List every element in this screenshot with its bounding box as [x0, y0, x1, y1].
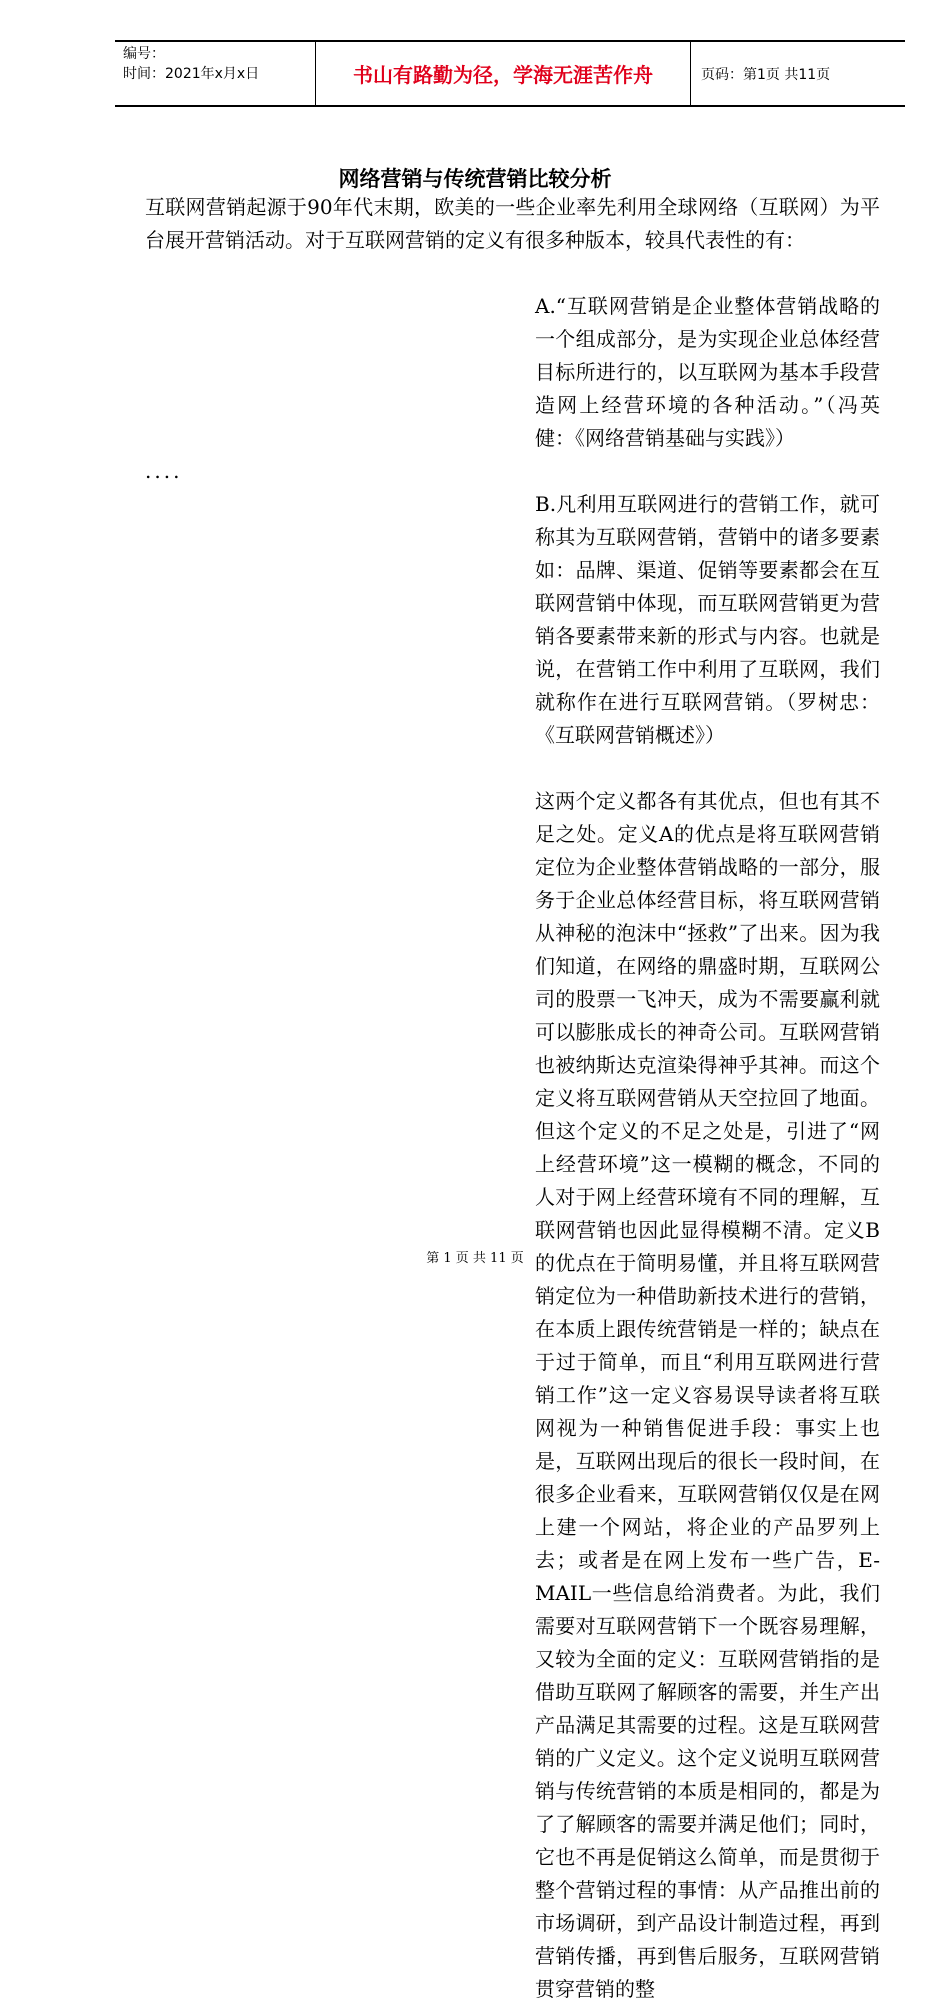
document-body — [145, 191, 880, 2006]
paragraph-gap — [145, 752, 880, 785]
analysis-paragraph: 这两个定义都各有其优点，但也有其不足之处。定义A的优点是将互联网营销定位为企业整体营销战略的一部分，服务于企业总体经营目标，将互联网营销从神秘的泡沫中“拯救”了出来。因为我们知道，在网络的鼎盛时期，互联网公司的股票一飞冲天，成为不需要赢利就可以膨胀成长的神奇公司。互联网营销也被纳斯达克渲染得神乎其神。而这个定义将互联网营销从天空拉回了地面。但这个定义的不足之处是，引进了“网上经营环境”这一模糊的概念，不同的人对于网上经营环境有不同的理解，互联网营销也因此显得模糊不清。定义B的优点在于简明易懂，并且将互联网营销定位为一种借助新技术进行的营销，在本质上跟传统营销是一样的；缺点在于过于简单，而且“利用互联网进行营销工作”这一定义容易误导读者将互联网视为一种销售促进手段：事实上也是，互联网出现后的很长一段时间，在很多企业看来，互联网营销仅仅是在网上建一个网站，将企业的产品罗列上去；或者是在网上发布一些广告，E-MAIL一些信息给消费者。为此，我们需要对互联网营销下一个既容易理解，又较为全面的定义：互联网营销指的是借助互联网了解顾客的需要，并生产出产品满足其需要的过程。这是互联网营销的广义定义。这个定义说明互联网营销与传统营销的本质是相同的，都是为了了解顾客的需要并满足他们；同时，它也不再是促销这么简单，而是贯彻于整个营销过程的事情：从产品推出前的市场调研，到产品设计制造过程，再到营销传播，再到售后服务，互联网营销贯穿营销的整 — [535, 789, 880, 2001]
paragraph-gap — [145, 257, 880, 290]
document-title: 网络营销与传统营销比较分析 — [338, 167, 612, 191]
header-meta — [115, 42, 316, 105]
page-header — [115, 40, 905, 107]
document-time-label: 时间：2021年x月x日 — [123, 66, 260, 82]
header-motto: 书山有路勤为径，学海无涯苦作舟 — [316, 42, 691, 105]
ellipsis-dots: .... — [145, 459, 183, 483]
page-footer: 第 1 页 共 11 页 — [426, 1251, 524, 1266]
intro-paragraph: 互联网营销起源于90年代末期，欧美的一些企业率先利用全球网络（互联网）为平台展开营销活动。对于互联网营销的定义有很多种版本，较具代表性的有： — [145, 195, 880, 252]
definition-a-paragraph: A.“互联网营销是企业整体营销战略的一个组成部分，是为实现企业总体经营目标所进行的，以互联网为基本手段营造网上经营环境的各种活动。”（冯英健：《网络营销基础与实践》） — [535, 294, 880, 450]
document-number-label: 编号： — [123, 46, 165, 62]
header-page-info: 页码：第1页 共11页 — [701, 66, 831, 83]
definition-b-paragraph: B.凡利用互联网进行的营销工作，就可称其为互联网营销，营销中的诸多要素如：品牌、渠道、促销等要素都会在互联网营销中体现，而互联网营销更为营销各要素带来新的形式与内容。也就是说，在营销工作中利用了互联网，我们就称作在进行互联网营销。（罗树忠：《互联网营销概述》） — [535, 492, 880, 747]
